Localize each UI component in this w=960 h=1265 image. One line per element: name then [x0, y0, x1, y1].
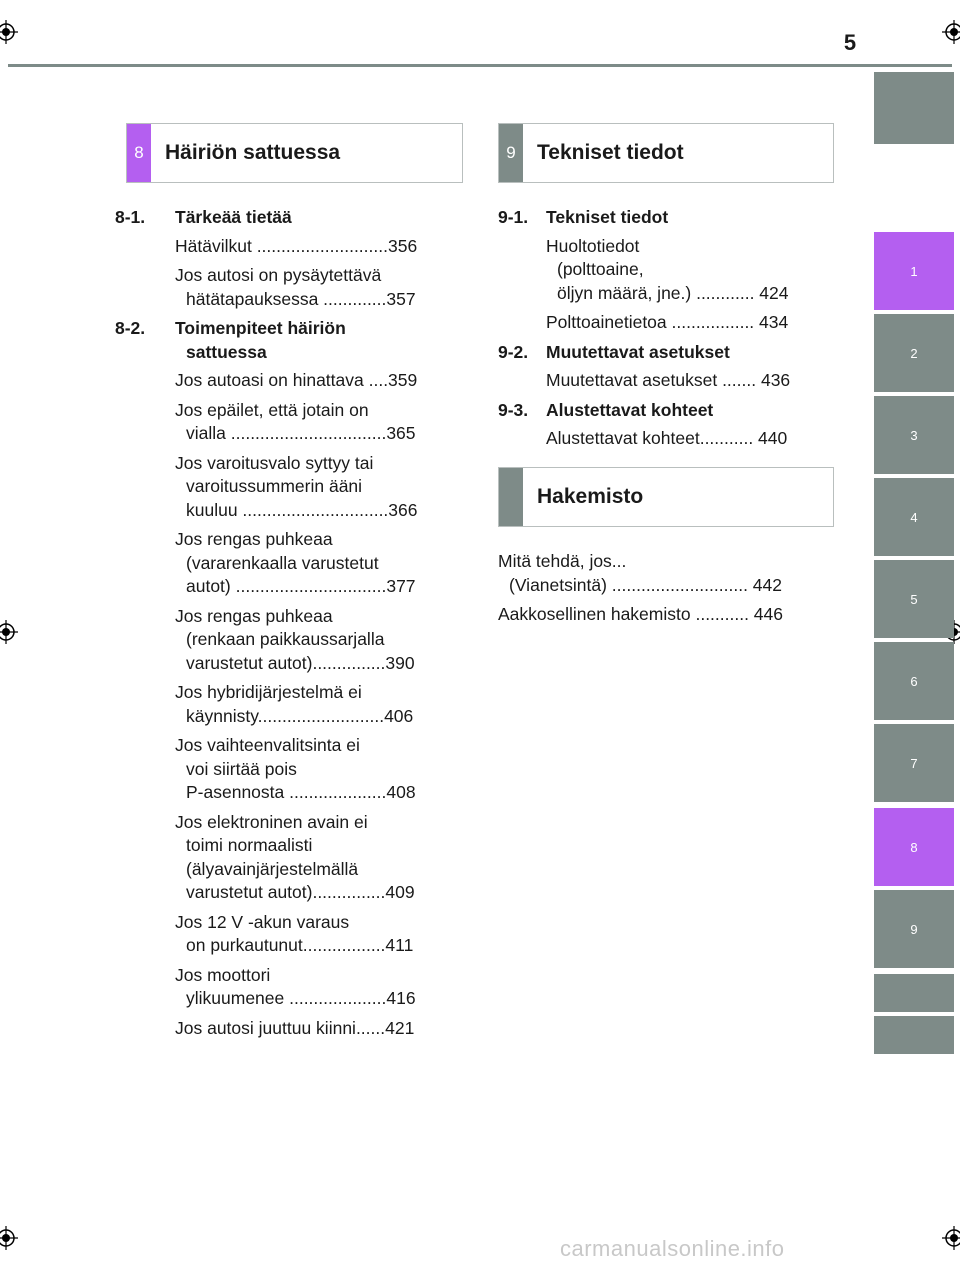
toc-entry[interactable]: Jos epäilet, että jotain on vialla ................................365	[175, 399, 416, 443]
toc-entry[interactable]: Hätävilkut ...........................356	[175, 235, 418, 256]
footer-watermark: carmanualsonline.info	[560, 1236, 785, 1261]
section-marker	[499, 468, 523, 526]
toc-entry[interactable]: Muutettavat asetukset ....... 436	[546, 370, 791, 390]
chapter-tab-3[interactable]: 3	[874, 396, 954, 474]
subsection-heading	[115, 206, 455, 230]
chapter-tab[interactable]	[874, 72, 954, 144]
chapter-tab[interactable]	[874, 1016, 954, 1054]
chapter-tab-2[interactable]: 2	[874, 314, 954, 392]
section-title: Hakemisto	[537, 485, 644, 508]
section-header-9	[498, 123, 834, 183]
subsection-heading	[498, 341, 833, 365]
toc-entry[interactable]: Jos autoasi on hinattava ....359	[175, 370, 418, 390]
chapter-tab-5[interactable]: 5	[874, 560, 954, 638]
toc-entry[interactable]: Polttoainetietoa ................. 434	[546, 312, 789, 332]
top-rule	[8, 64, 952, 67]
subsection-title: Toimenpiteet häiriön sattuessa	[175, 318, 346, 362]
page-number: 5	[843, 30, 857, 55]
subsection-heading	[498, 399, 833, 423]
toc-entry[interactable]: Alustettavat kohteet........... 440	[546, 428, 788, 448]
chapter-tab-1[interactable]: 1	[874, 232, 954, 310]
toc-entry[interactable]: Jos varoitusvalo syttyy tai varoitussummerin ääni kuuluu ..............................366	[175, 452, 418, 520]
subsection-code: 9-2.	[498, 341, 529, 362]
chapter-tab-4[interactable]: 4	[874, 478, 954, 556]
chapter-tab-6[interactable]: 6	[874, 642, 954, 720]
toc-entry[interactable]: Jos moottori ylikuumenee ....................416	[175, 964, 416, 1008]
toc-entry[interactable]: Huoltotiedot (polttoaine, öljyn määrä, jne.) ............ 424	[546, 235, 789, 303]
subsection-code: 8-1.	[115, 207, 146, 227]
chapter-tab-7[interactable]: 7	[874, 724, 954, 802]
toc-entry[interactable]: Mitä tehdä, jos... (Vianetsintä) ............................ 442	[498, 551, 782, 595]
subsection-heading	[115, 317, 455, 364]
subsection-code: 8-2.	[115, 318, 146, 338]
subsection-title: Tekniset tiedot	[546, 207, 669, 227]
toc-entry[interactable]: Jos rengas puhkeaa (renkaan paikkaussarjalla varustetut autot)...............390	[175, 605, 415, 673]
registration-mark-icon	[0, 20, 18, 44]
toc-entry[interactable]: Jos hybridijärjestelmä ei käynnisty..........................406	[175, 682, 414, 726]
toc-entry[interactable]: Jos autosi juuttuu kiinni......421	[175, 1017, 415, 1038]
chapter-tab[interactable]	[874, 974, 954, 1012]
toc-entry[interactable]: Aakkosellinen hakemisto ........... 446	[498, 604, 784, 624]
chapter-tab-8[interactable]: 8	[874, 808, 954, 886]
section8-contents	[115, 206, 455, 1046]
section-header-8	[126, 123, 463, 183]
section-header-index	[498, 467, 834, 527]
subsection-title: Alustettavat kohteet	[546, 399, 714, 420]
toc-entry[interactable]: Jos vaihteenvalitsinta ei voi siirtää pois P-asennosta ....................408	[175, 735, 416, 802]
chapter-tab-9[interactable]: 9	[874, 890, 954, 968]
subsection-heading	[498, 206, 833, 230]
subsection-title: Muutettavat asetukset	[546, 341, 730, 362]
toc-entry[interactable]: Jos elektroninen avain ei toimi normaalisti (älyavainjärjestelmällä varustetut autot)...............409	[175, 811, 415, 902]
section-number: 9	[499, 124, 523, 182]
subsection-title: Tärkeää tietää	[175, 207, 292, 227]
section-title: Tekniset tiedot	[537, 141, 684, 164]
toc-entry[interactable]: Jos autosi on pysäytettävä hätätapauksessa .............357	[175, 265, 416, 309]
section9-contents	[498, 206, 833, 457]
registration-mark-icon	[0, 1226, 18, 1250]
toc-entry[interactable]: Jos 12 V -akun varaus on purkautunut.................411	[175, 911, 414, 955]
registration-mark-icon	[942, 20, 960, 44]
section-number: 8	[127, 124, 151, 182]
subsection-code: 9-1.	[498, 207, 529, 227]
registration-mark-icon	[0, 620, 18, 644]
subsection-code: 9-3.	[498, 399, 529, 420]
toc-entry[interactable]: Jos rengas puhkeaa (vararenkaalla varustetut autot) ...............................377	[175, 529, 416, 596]
section-title: Häiriön sattuessa	[165, 141, 341, 164]
index-contents	[498, 550, 833, 633]
registration-mark-icon	[942, 1226, 960, 1250]
